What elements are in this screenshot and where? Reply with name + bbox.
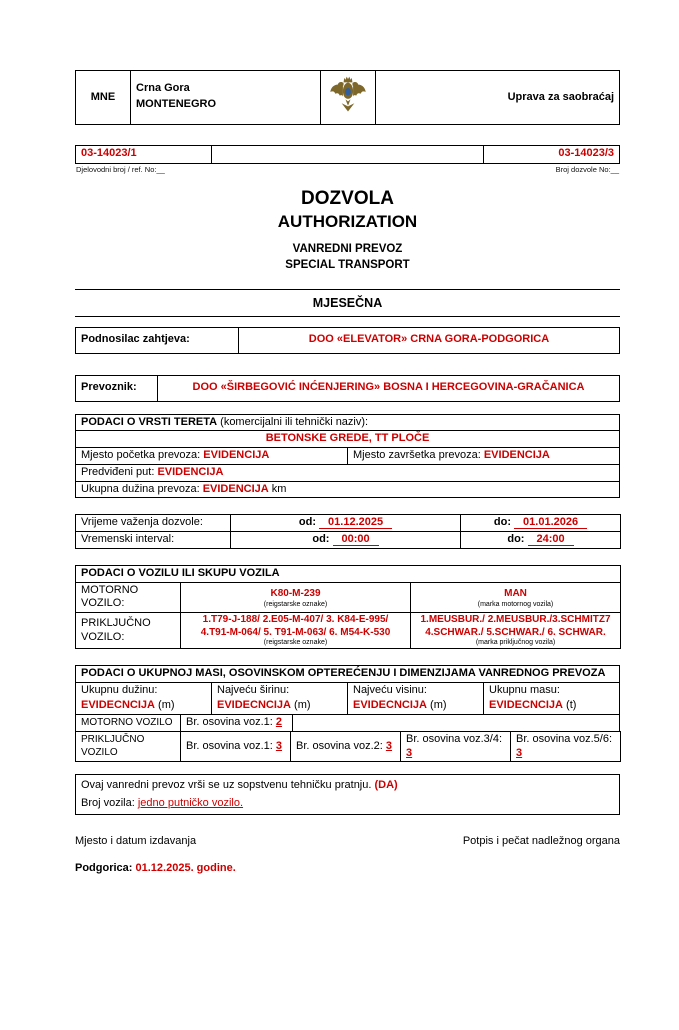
total-mass-label: Ukupnu masu: [489, 683, 560, 696]
interval-to-label: do: [507, 533, 525, 546]
reference-captions [75, 164, 620, 174]
trailer-plates-caption: (reigstarske oznake) [263, 639, 328, 647]
cargo-name: BETONSKE GREDE, TT PLOČE [265, 432, 430, 445]
country-name [131, 71, 321, 125]
cargo-name-cell [76, 431, 620, 448]
trailer-axle-56-label: Br. osovina voz.5/6: [516, 732, 612, 745]
trailer-axle-56-value: 3 [516, 746, 523, 759]
issue-date: 01.12.2025. godine. [135, 862, 236, 875]
escort-statement: Ovaj vanredni prevoz vrši se uz sopstvenu tehničku pratnju. [81, 778, 372, 791]
cargo-end-value: EVIDENCIJA [483, 449, 550, 462]
ref-number-caption: Djelovodni broj / ref. No:__ [76, 164, 165, 174]
max-height-value: EVIDECNCIJA [353, 699, 427, 712]
trailer-axle-1-label: Br. osovina voz.1: [186, 739, 273, 752]
title-block [75, 187, 620, 273]
vehicles-section-title: PODACI O VOZILU ILI SKUPU VOZILA [76, 565, 621, 582]
escort-vehicles-value: jedno putničko vozilo. [137, 797, 244, 810]
carrier-name: DOO «ŠIRBEGOVIĆ INĆENJERING» BOSNA I HERCEGOVINA-GRAČANICA [192, 381, 585, 394]
country-code: MNE [76, 71, 131, 125]
validity-to-label: do: [493, 516, 511, 529]
motor-axles-empty-cell [293, 715, 620, 732]
motor-vehicle-label: MOTORNO VOZILO: [76, 582, 181, 613]
motor-plates-caption: (reigstarske oznake) [263, 600, 328, 608]
applicant-section [75, 327, 620, 354]
ref-number-left: 03-14023/1 [76, 145, 212, 163]
validity-to-cell [461, 515, 621, 532]
cargo-start-cell [76, 448, 348, 465]
cargo-section-title-note: (komercijalni ili tehnički naziv): [220, 415, 369, 428]
validity-section [75, 514, 621, 549]
cargo-section-title: PODACI O VRSTI TERETA [81, 415, 218, 428]
applicant-value [239, 327, 620, 353]
coat-of-arms-cell [321, 71, 376, 125]
motor-vehicle-make: MAN [504, 587, 527, 599]
carrier-value [158, 375, 620, 401]
interval-to-time: 24:00 [528, 533, 574, 546]
document-subtitle-english: SPECIAL TRANSPORT [285, 258, 410, 271]
document-header [75, 70, 620, 125]
applicant-name: DOO «ELEVATOR» CRNA GORA-PODGORICA [308, 333, 550, 346]
max-width-value: EVIDECNCIJA [217, 699, 291, 712]
interval-from-cell [231, 532, 461, 549]
cargo-route-label: Predviđeni put: [81, 465, 155, 478]
trailer-axle-34-cell [401, 731, 511, 762]
trailer-plates-cell [181, 613, 411, 649]
trailer-axle-56-cell [511, 731, 621, 762]
dimensions-section-header [75, 665, 620, 683]
validity-to-date: 01.01.2026 [514, 516, 587, 529]
motor-make-caption: (marka motornog vozila) [477, 600, 554, 608]
total-mass-unit: (t) [566, 699, 577, 712]
document-title: DOZVOLA [301, 187, 394, 209]
total-length-cell [76, 682, 212, 715]
motor-axles-value: 2 [275, 716, 283, 729]
motor-vehicle-plates-cell [181, 582, 411, 613]
period-type-band: MJESEČNA [75, 289, 620, 317]
motor-axles-row [75, 714, 620, 732]
applicant-label: Podnosilac zahtjeva: [76, 327, 239, 353]
cargo-route-value: EVIDENCIJA [157, 465, 224, 478]
trailer-axle-2-value: 3 [385, 739, 393, 752]
interval-label: Vremenski interval: [76, 532, 231, 549]
escort-answer: (DA) [374, 778, 398, 791]
carrier-section [75, 375, 620, 402]
trailer-axles-row [75, 731, 621, 763]
max-height-cell [348, 682, 484, 715]
validity-from-date: 01.12.2025 [319, 516, 392, 529]
interval-to-cell [461, 532, 621, 549]
cargo-length-value: EVIDENCIJA [202, 482, 269, 495]
carrier-label: Prevoznik: [76, 375, 158, 401]
trailer-axle-1-cell [181, 731, 291, 762]
issue-place-date-label: Mjesto i datum izdavanja [75, 835, 197, 848]
motor-vehicle-plates: K80-M-239 [270, 587, 321, 599]
total-length-unit: (m) [158, 699, 175, 712]
motor-vehicle-make-cell [411, 582, 621, 613]
cargo-length-cell [76, 481, 620, 498]
max-width-unit: (m) [294, 699, 311, 712]
total-length-value: EVIDECNCIJA [81, 699, 155, 712]
document-title-english: AUTHORIZATION [277, 212, 418, 232]
validity-from-cell [231, 515, 461, 532]
total-mass-value: EVIDECNCIJA [489, 699, 563, 712]
country-name-local: Crna Gora [136, 82, 190, 95]
trailer-make-cell [411, 613, 621, 649]
trailer-plates-line1: 1.T79-J-188/ 2.E05-M-407/ 3. K84-E-995/ [202, 614, 389, 626]
country-name-english: MONTENEGRO [136, 98, 217, 111]
interval-from-label: od: [312, 533, 330, 546]
motor-axles-row-label: MOTORNO VOZILO [76, 715, 181, 732]
ref-number-middle-empty [212, 145, 484, 163]
permit-number-caption: Broj dozvole No:__ [555, 164, 619, 174]
trailer-axle-2-label: Br. osovina voz.2: [296, 739, 383, 752]
trailer-axle-2-cell [291, 731, 401, 762]
permit-number-right: 03-14023/3 [484, 145, 620, 163]
validity-period-label: Vrijeme važenja dozvole: [76, 515, 231, 532]
trailer-axle-1-value: 3 [275, 739, 283, 752]
escort-vehicles-label: Broj vozila: [81, 797, 135, 810]
trailer-plates-line2: 4.T91-M-064/ 5. T91-M-063/ 6. M54-K-530 [200, 626, 391, 638]
trailer-axles-row-label: PRIKLJUČNO VOZILO [76, 731, 181, 762]
cargo-section [75, 414, 620, 499]
document-subtitle: VANREDNI PREVOZ [292, 242, 403, 255]
escort-section [75, 774, 620, 815]
validity-from-label: od: [298, 516, 316, 529]
max-width-label: Najveću širinu: [217, 683, 290, 696]
max-width-cell [212, 682, 348, 715]
authorization-document [75, 70, 620, 874]
trailer-axle-34-value: 3 [406, 746, 413, 759]
cargo-start-value: EVIDENCIJA [203, 449, 270, 462]
cargo-length-label: Ukupna dužina prevoza: [81, 482, 200, 495]
escort-cell [76, 775, 620, 815]
motor-axles-cell [181, 715, 293, 732]
trailer-axle-34-label: Br. osovina voz.3/4: [406, 732, 502, 745]
footer-labels [75, 835, 620, 847]
trailer-make-line2: 4.SCHWAR./ 5.SCHWAR./ 6. SCHWAR. [425, 626, 606, 638]
reference-numbers-row [75, 145, 620, 164]
issuing-authority: Uprava za saobraćaj [376, 71, 620, 125]
total-length-label: Ukupnu dužinu: [81, 683, 158, 696]
issue-place: Podgorica: [75, 862, 133, 875]
trailer-make-line1: 1.MEUSBUR./ 2.MEUSBUR./3.SCHMITZ7 [420, 614, 611, 626]
motor-axles-label: Br. osovina voz.1: [186, 716, 273, 729]
interval-from-time: 00:00 [333, 533, 379, 546]
total-mass-cell [484, 682, 620, 715]
dimensions-values-row [75, 682, 620, 716]
max-height-unit: (m) [430, 699, 447, 712]
dimensions-section-title: PODACI O UKUPNOJ MASI, OSOVINSKOM OPTEREĆENJU I DIMENZIJAMA VANREDNOG PREVOZA [76, 665, 620, 682]
vehicles-section [75, 565, 621, 649]
cargo-start-label: Mjesto početka prevoza: [81, 449, 201, 462]
trailer-label: PRIKLJUČNO VOZILO: [76, 613, 181, 649]
cargo-route-cell [76, 464, 620, 481]
signature-stamp-label: Potpis i pečat nadležnog organa [462, 835, 620, 848]
cargo-end-label: Mjesto završetka prevoza: [353, 449, 481, 462]
montenegro-coat-of-arms-icon [329, 72, 367, 118]
cargo-length-unit: km [271, 482, 287, 495]
cargo-end-cell [348, 448, 620, 465]
trailer-make-caption: (marka priključnog vozila) [475, 639, 556, 647]
max-height-label: Najveću visinu: [353, 683, 427, 696]
issue-place-date [75, 862, 620, 874]
cargo-section-header [76, 414, 620, 431]
